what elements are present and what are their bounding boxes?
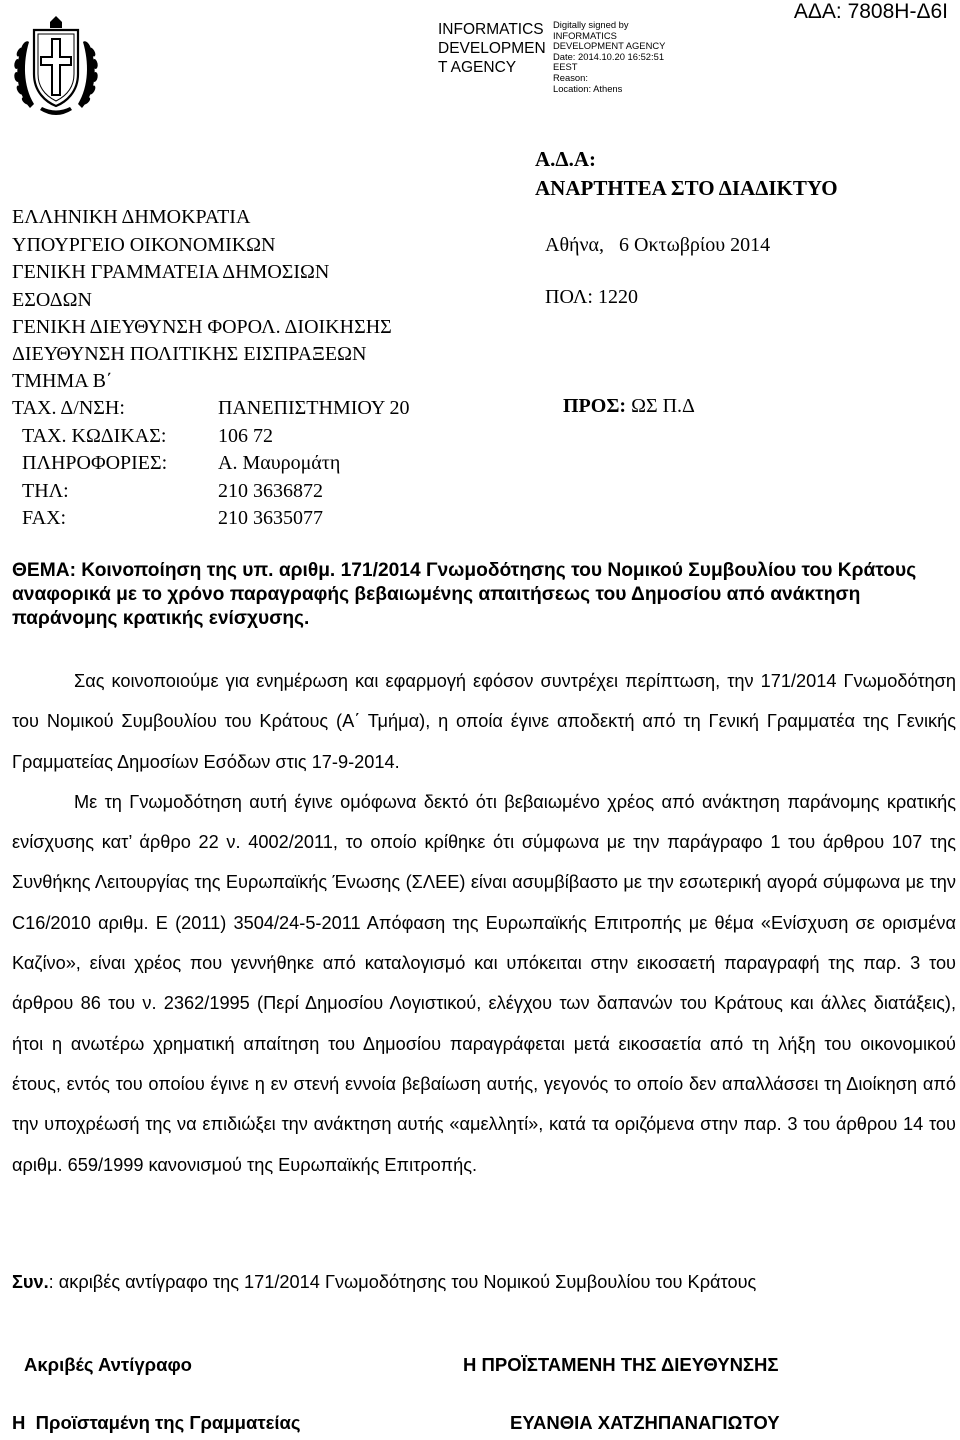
secretariat-head-title: Η Προϊσταμένη της Γραμματείας [12,1412,301,1433]
body-paragraph: Με τη Γνωμοδότηση αυτή έγινε ομόφωνα δεκτό ότι βεβαιωμένο χρέος από ανάκτηση παράνομης κρατικής ενίσχυσης κατ’ άρθρο 22 ν. 4002/2011, το οποίο κρίθηκε ότι σύμφωνα με την παράγραφο 1 του άρθρου 107 της Συνθήκης Λειτουργίας της Ευρωπαϊκής Ένωσης (ΣΛΕΕ) είναι ασυμβίβαστο με την εσωτερική αγορά σύμφωνα με την C16/2010 αριθμ. Ε (2011) 3504/24-5-2011 Απόφαση της Ευρωπαϊκής Επιτροπής με θέμα «Ενίσχυση σε ορισμένα Καζίνο», είναι χρέος που γεννήθηκε από καταλογισμό και υπόκειται στην εικοσαετή παραγραφή της παρ. 3 του άρθρου 86 του ν. 2362/1995 (Περί Δημοσίου Λογιστικού, ελέγχου των δαπανών του Κράτους και άλλες διατάξεις), ήτοι η ανωτέρω χρηματική απαίτηση του Δημοσίου παραγράφεται μετά εικοσαετία από τη λήξη του οικονομικού έτους, εντός του οποίου έγινε η εν στενή εννοία βεβαίωση αυτής, γεγονός το οποίο δεν απαλλάσσει τη Διοίκηση από την υποχρέωσή της να επιδιώξει την ανάκτηση αυτής «αμελλητί», κατά τα οριζόμενα στην παρ. 3 του άρθρου 14 του αριθμ. 659/1999 κανονισμού της Ευρωπαϊκής Επιτροπής. [12,791,956,1175]
recipient-value: ΩΣ Π.Δ [631,395,695,417]
signature-detail-line: Location: Athens [553,82,623,94]
phone-value: 210 3636872 [218,480,323,502]
signer-name: ΕΥΑΝΘΙΑ ΧΑΤΖΗΠΑΝΑΓΙΩΤΟΥ [510,1412,780,1433]
document-subject: ΘΕΜΑ: Κοινοποίηση της υπ. αριθμ. 171/2014 Γνωμοδότησης του Νομικού Συμβουλίου του Κράτους αναφορικά με το χρόνο παραγραφής βεβαιωμένης απαιτήσεως του Δημοσίου από ανάκτηση παράνομης κρατικής ενίσχυσης. [12,560,917,629]
document-body [12,661,956,1185]
signature-detail-line: EEST [553,61,578,73]
attachment-label: Συν. [12,1272,49,1292]
header-line: ΥΠΟΥΡΓΕΙΟ ΟΙΚΟΝΟΜΙΚΩΝ [12,234,276,256]
signature-details [553,20,703,94]
address-label: ΤΑΧ. Δ/ΝΣΗ: [12,397,125,419]
signature-detail-line: INFORMATICS [553,29,617,41]
document-date: Αθήνα, 6 Οκτωβρίου 2014 [545,234,771,256]
pol-number: ΠΟΛ: 1220 [545,286,638,308]
address-value: ΠΑΝΕΠΙΣΤΗΜΙΟΥ 20 [218,397,410,419]
signature-organization: INFORMATICS DEVELOPMEN T AGENCY [438,21,546,76]
header-line: ΕΛΛΗΝΙΚΗ ΔΗΜΟΚΡΑΤΙΑ [12,206,251,228]
phone-label: ΤΗΛ: [22,480,69,502]
info-label: ΠΛΗΡΟΦΟΡΙΕΣ: [22,452,168,474]
info-value: Α. Μαυρομάτη [218,452,341,474]
body-paragraph: Σας κοινοποιούμε για ενημέρωση και εφαρμογή εφόσον συντρέχει περίπτωση, την 171/2014 Γνωμοδότηση του Νομικού Συμβουλίου του Κράτους (Α΄ Τμήμα), η οποία έγινε αποδεκτή από τη Γενική Γραμματέα της Γενικής Γραμματείας Δημοσίων Εσόδων στις 17-9-2014. [12,671,956,772]
attachment-text: : ακριβές αντίγραφο της 171/2014 Γνωμοδότησης του Νομικού Συμβουλίου του Κράτους [48,1272,757,1292]
ada-code-top: ΑΔΑ: 7808Η-Δ6Ι [793,0,948,23]
recipient-line [563,395,695,418]
header-line: ΤΜΗΜΑ Β΄ [12,370,113,392]
fax-value: 210 3635077 [218,507,323,529]
recipient-label: ΠΡΟΣ: [563,395,627,417]
signature-detail-line: Digitally signed by [553,19,629,30]
signature-detail-line: Reason: [553,71,588,83]
signature-detail-line: Date: 2014.10.20 16:52:51 [553,50,665,62]
header-line: ΔΙΕΥΘΥΝΣΗ ΠΟΛΙΤΙΚΗΣ ΕΙΣΠΡΑΞΕΩΝ [12,343,367,365]
attachment-line [12,1272,756,1293]
department-head-title: Η ΠΡΟΪΣΤΑΜΕΝΗ ΤΗΣ ΔΙΕΥΘΥΝΣΗΣ [463,1354,779,1375]
header-line: ΓΕΝΙΚΗ ΓΡΑΜΜΑΤΕΙΑ ΔΗΜΟΣΙΩΝ [12,261,330,283]
fax-label: FAX: [22,507,67,529]
header-line: ΕΣΟΔΩΝ [12,289,92,311]
ada-label: Α.Δ.Α: [535,147,596,171]
postal-code-value: 106 72 [218,425,273,447]
greek-coat-of-arms-emblem [10,12,102,118]
publish-online-label: ΑΝΑΡΤΗΤΕΑ ΣΤΟ ΔΙΑΔΙΚΤΥΟ [535,176,838,200]
postal-code-label: ΤΑΧ. ΚΩΔΙΚΑΣ: [22,425,167,447]
certified-copy-label: Ακριβές Αντίγραφο [24,1354,192,1375]
signature-detail-line: DEVELOPMENT AGENCY [553,40,666,52]
header-line: ΓΕΝΙΚΗ ΔΙΕΥΘΥΝΣΗ ΦΟΡΟΛ. ΔΙΟΙΚΗΣΗΣ [12,316,392,338]
